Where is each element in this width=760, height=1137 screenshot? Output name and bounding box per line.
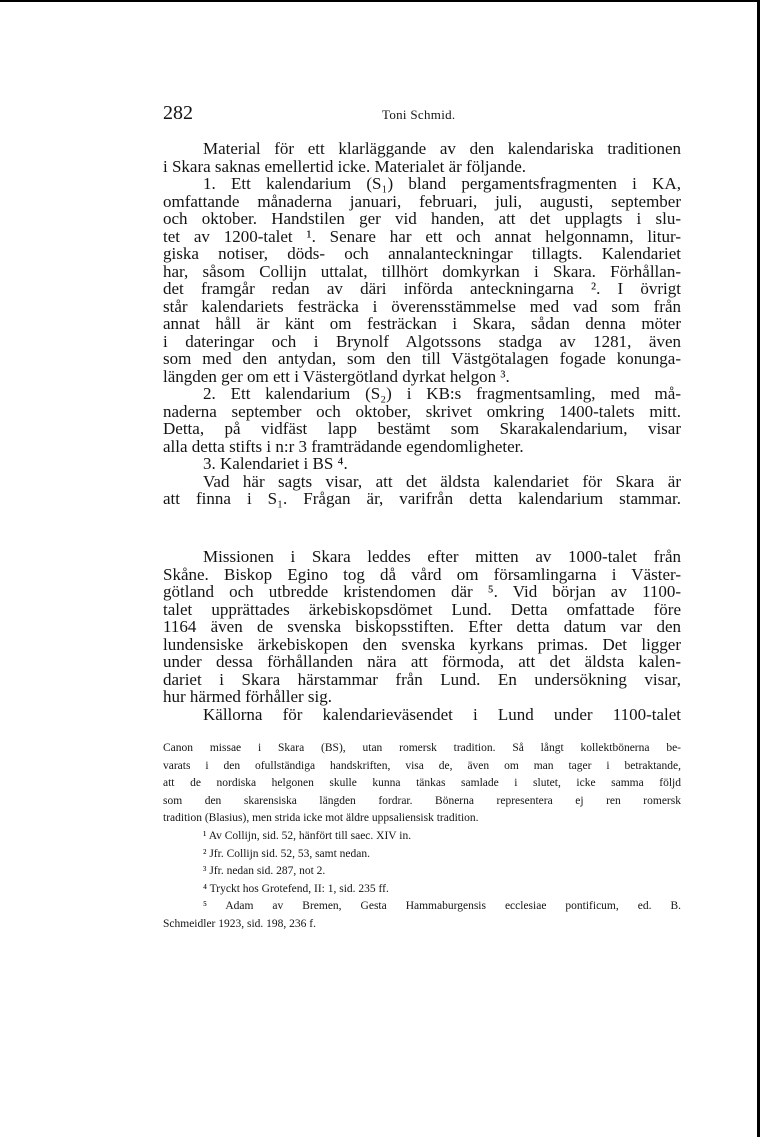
scan-top-edge bbox=[0, 0, 760, 2]
footnote-4: ⁴ Tryckt hos Grotefend, II: 1, sid. 235 ff. bbox=[203, 882, 389, 895]
text-line: och oktober. Handstilen ger vid handen, att det upplagts i slu- bbox=[163, 209, 681, 228]
footnotes bbox=[163, 828, 681, 933]
text-line: 1164 även de svenska biskopsstiften. Efter detta datum var den bbox=[163, 617, 681, 636]
text-line: dariet i Skara härstammar från Lund. En undersökning visar, bbox=[163, 669, 681, 689]
footnote-continuation bbox=[163, 740, 681, 828]
text-line: hur härmed förhåller sig. bbox=[163, 687, 332, 706]
text-line: 1. Ett kalendarium (S₁) bland pergamentsfragmenten i KA, bbox=[203, 174, 681, 193]
note-line: som den skarensiska längden fordrar. Bönerna representera ej ren romersk bbox=[163, 794, 681, 807]
note-line: varats i den ofullständiga handskriften, visa de, även om man tager i betraktande, bbox=[163, 759, 681, 772]
text-line: 2. Ett kalendarium (S₂) i KB:s fragmentsamling, med må- bbox=[203, 384, 681, 403]
text-line: i dateringar och i Brynolf Algotssons stadga av 1281, även bbox=[163, 331, 681, 351]
body-section-2 bbox=[163, 548, 681, 723]
text-line: längden ger om ett i Västergötland dyrkat helgon ³. bbox=[163, 366, 510, 386]
text-line: talet upprättades ärkebiskopsdömet Lund. Detta omfattade före bbox=[163, 599, 681, 619]
footnote-3: ³ Jfr. nedan sid. 287, not 2. bbox=[203, 865, 326, 877]
text-line: Källorna för kalendarieväsendet i Lund under 1100-talet bbox=[203, 704, 681, 724]
page-number: 282 bbox=[163, 102, 193, 124]
note-line: tradition (Blasius), men strida icke mot äldre uppsaliensisk tradition. bbox=[163, 812, 479, 824]
text-line: giska notiser, döds- och annalanteckningar tillagts. Kalendariet bbox=[163, 244, 681, 263]
page-header bbox=[0, 102, 760, 124]
text-line: står kalendariets festräcka i överensstämmelse med vad som från bbox=[163, 296, 681, 316]
text-line: omfattande månaderna januari, februari, juli, augusti, september bbox=[163, 191, 681, 211]
text-line: Missionen i Skara leddes efter mitten av 1000-talet från bbox=[203, 547, 681, 566]
note-line: Canon missae i Skara (BS), utan romersk tradition. Så långt kollektbönerna be- bbox=[163, 742, 681, 754]
text-line: har, såsom Collijn uttalat, tillhört domkyrkan i Skara. Förhållan- bbox=[163, 261, 681, 281]
text-line: det framgår redan av däri införda anteckningarna ². I övrigt bbox=[163, 279, 681, 298]
text-line: alla detta stifts i n:r 3 framträdande egendomligheter. bbox=[163, 436, 524, 456]
text-line: att finna i S₁. Frågan är, varifrån detta kalendarium stammar. bbox=[163, 489, 681, 508]
text-line: tet av 1200-talet ¹. Senare har ett och annat helgonnamn, litur- bbox=[163, 226, 681, 246]
text-line: Material för ett klarläggande av den kalendariska traditionen bbox=[203, 139, 681, 158]
body-section-1 bbox=[163, 140, 681, 508]
footnote-2: ² Jfr. Collijn sid. 52, 53, samt nedan. bbox=[203, 847, 370, 860]
running-head: Toni Schmid. bbox=[382, 107, 456, 122]
text-line: under dessa förhållanden nära att förmoda, att det äldsta kalen- bbox=[163, 652, 681, 671]
text-line: naderna september och oktober, skrivet omkring 1400-talets mitt. bbox=[163, 401, 681, 421]
text-line: i Skara saknas emellertid icke. Materialet är följande. bbox=[163, 156, 526, 176]
text-line: lundensiske ärkebiskopen den svenska kyrkans primas. Det ligger bbox=[163, 634, 681, 654]
footnote-1: ¹ Av Collijn, sid. 52, hänfört till saec. XIV in. bbox=[203, 830, 412, 842]
text-line: 3. Kalendariet i BS ⁴. bbox=[203, 454, 348, 473]
footnote-5: ⁵ Adam av Bremen, Gesta Hammaburgensis ecclesiae pontificum, ed. B. bbox=[203, 900, 681, 912]
text-line: götland och utbredde kristendomen där ⁵. Vid början av 1100- bbox=[163, 582, 681, 601]
text-line: Skåne. Biskop Egino tog då vård om församlingarna i Väster- bbox=[163, 564, 681, 584]
footnote-5-continued: Schmeidler 1923, sid. 198, 236 f. bbox=[163, 917, 316, 930]
note-line: att de nordiska helgonen skulle kunna tänkas samlade i slutet, icke samma följd bbox=[163, 777, 681, 789]
text-line: som med den antydan, som den till Västgötalagen fogade konunga- bbox=[163, 349, 681, 368]
text-line: Vad här sagts visar, att det äldsta kalendariet för Skara är bbox=[203, 471, 681, 491]
text-line: annat håll är känt om festräckan i Skara, sådan denna möter bbox=[163, 314, 681, 333]
text-line: Detta, på vidfäst lapp bestämt som Skarakalendarium, visar bbox=[163, 419, 681, 438]
